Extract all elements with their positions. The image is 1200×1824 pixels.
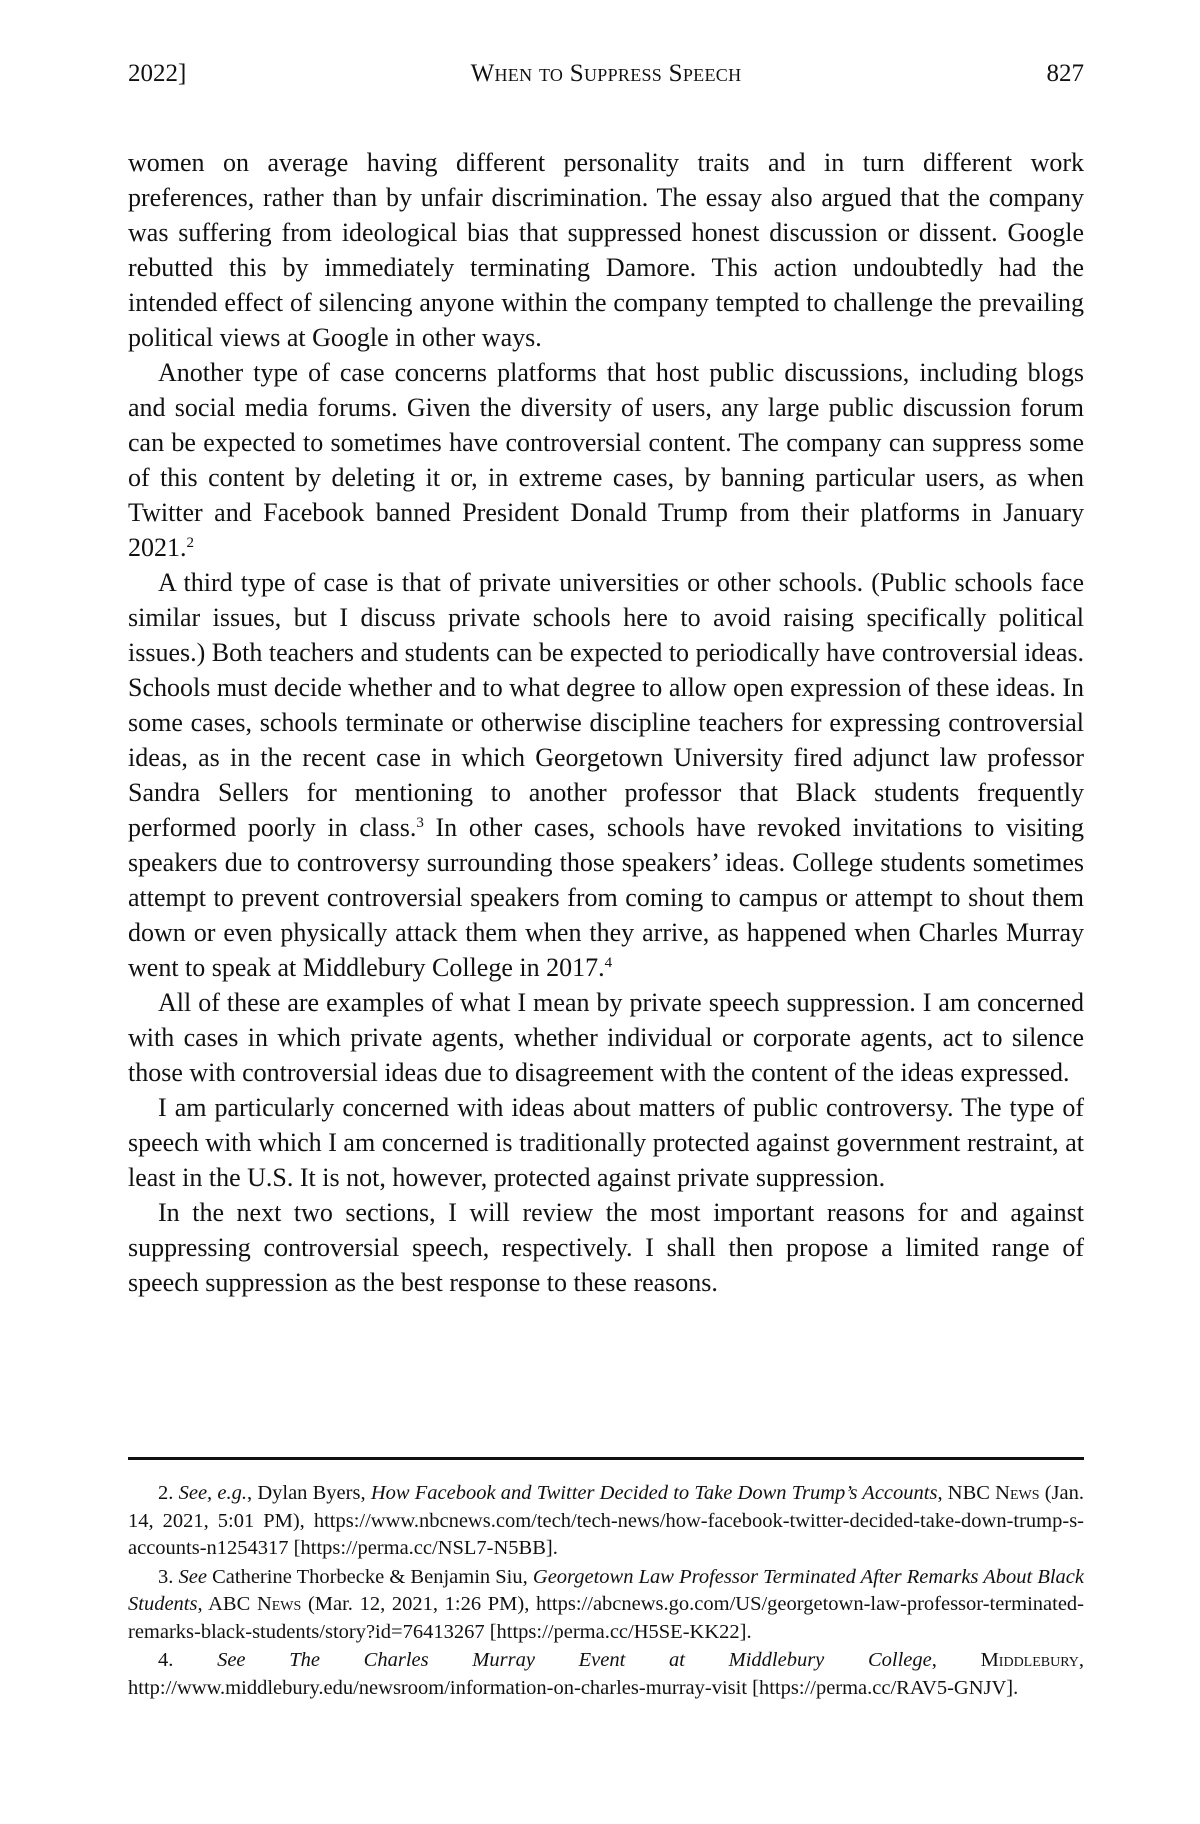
paragraph-6: In the next two sections, I will review the most important reasons for and against suppressing controversial speech, respectively. I shall then propose a limited range of speech suppression as the best response to these reasons. [128, 1198, 1084, 1297]
footnote-4: 4. See The Charles Murray Event at Middlebury College, Middlebury, http://www.middlebury.edu/newsroom/information-on-charles-murray-visit [https://perma.cc/RAV5-GNJV]. [128, 1649, 1085, 1699]
paragraph-4: All of these are examples of what I mean by private speech suppression. I am concerned with cases in which private agents, whether individual or corporate agents, act to silence those with controversial ideas due to disagreement with the content of the ideas expressed. [128, 988, 1084, 1087]
running-title: When to Suppress Speech [470, 60, 742, 87]
paragraph-2: Another type of case concerns platforms that host public discussions, including blogs and social media forums. Given the diversity of users, any large public discussion forum can be expected to sometimes have controversial content. The company can suppress some of this content by deleting it or, in extreme cases, by banning particular users, as when Twitter and Facebook banned President Donald Trump from their platforms in January 2021.$^2$ [128, 358, 1084, 562]
footnotes [128, 1480, 1084, 1703]
footnote-3: 3. See Catherine Thorbecke & Benjamin Siu, Georgetown Law Professor Terminated After Remarks About Black Students, ABC News (Mar. 12, 2021, 1:26 PM), https://abcnews.go.com/US/georgetown-law-professor-terminated-remarks-black-students/story?id=76413267 [https://perma.cc/H5SE-KK22]. [128, 1565, 1084, 1643]
volume-year: 2022] [128, 60, 187, 87]
footnote-3-citation[interactable]: (Mar. 12, 2021, 1:26 PM), https://abcnews.go.com/US/georgetown-law-professor-terminated-remarks-black-students/story?id=76413267 [https://perma.cc/H5SE-KK22]. [128, 1593, 1084, 1643]
running-head [128, 56, 1084, 92]
footnote-4-citation[interactable]: , http://www.middlebury.edu/newsroom/information-on-charles-murray-visit [https://perma.cc/RAV5-GNJV]. [128, 1649, 1085, 1699]
paragraph-1: women on average having different personality traits and in turn different work preferences, rather than by unfair discrimination. The essay also argued that the company was suffering from ideological bias that suppressed honest discussion or dissent. Google rebutted this by immediately terminating Damore. This action undoubtedly had the intended effect of silencing anyone within the company tempted to challenge the prevailing political views at Google in other ways. [128, 148, 1084, 352]
page-number: 827 [1046, 60, 1084, 87]
paragraph-3: A third type of case is that of private universities or other schools. (Public schools face similar issues, but I discuss private schools here to avoid raising specifically political issues.) Both teachers and students can be expected to periodically have controversial ideas. Schools must decide whether and to what degree to allow open expression of these ideas. In some cases, schools terminate or otherwise discipline teachers for expressing controversial ideas, as in the recent case in which Georgetown University fired adjunct law professor Sandra Sellers for mentioning to another professor that Black students frequently performed poorly in class.$^3$ In other cases, schools have revoked invitations to visiting speakers due to controversy surrounding those speakers’ ideas. College students sometimes attempt to prevent controversial speakers from coming to campus or attempt to shout them down or even physically attack them when they arrive, as happened when Charles Murray went to speak at Middlebury College in 2017.$^4$ [128, 568, 1084, 982]
footnote-2-citation[interactable]: (Jan. 14, 2021, 5:01 PM), https://www.nbcnews.com/tech/tech-news/how-facebook-twitter-decided-take-down-trump-s-accounts-n1254317 [https://perma.cc/NSL7-N5BB]. [128, 1482, 1085, 1559]
body-text [128, 145, 1084, 1300]
footnote-ref-2[interactable]: 2 [186, 535, 194, 551]
paragraph-5: I am particularly concerned with ideas about matters of public controversy. The type of speech with which I am concerned is traditionally protected against government restraint, at least in the U.S. It is not, however, protected against private suppression. [128, 1093, 1084, 1192]
footnote-ref-4[interactable]: 4 [604, 955, 613, 971]
footnote-2: 2. See, e.g., Dylan Byers, How Facebook and Twitter Decided to Take Down Trump’s Accounts, NBC News (Jan. 14, 2021, 5:01 PM), https://www.nbcnews.com/tech/tech-news/how-facebook-twitter-decided-take-down-trump-s-accounts-n1254317 [https://perma.cc/NSL7-N5BB]. [128, 1482, 1085, 1559]
footnote-divider [128, 1457, 1084, 1460]
footnote-ref-3[interactable]: 3 [416, 815, 424, 831]
